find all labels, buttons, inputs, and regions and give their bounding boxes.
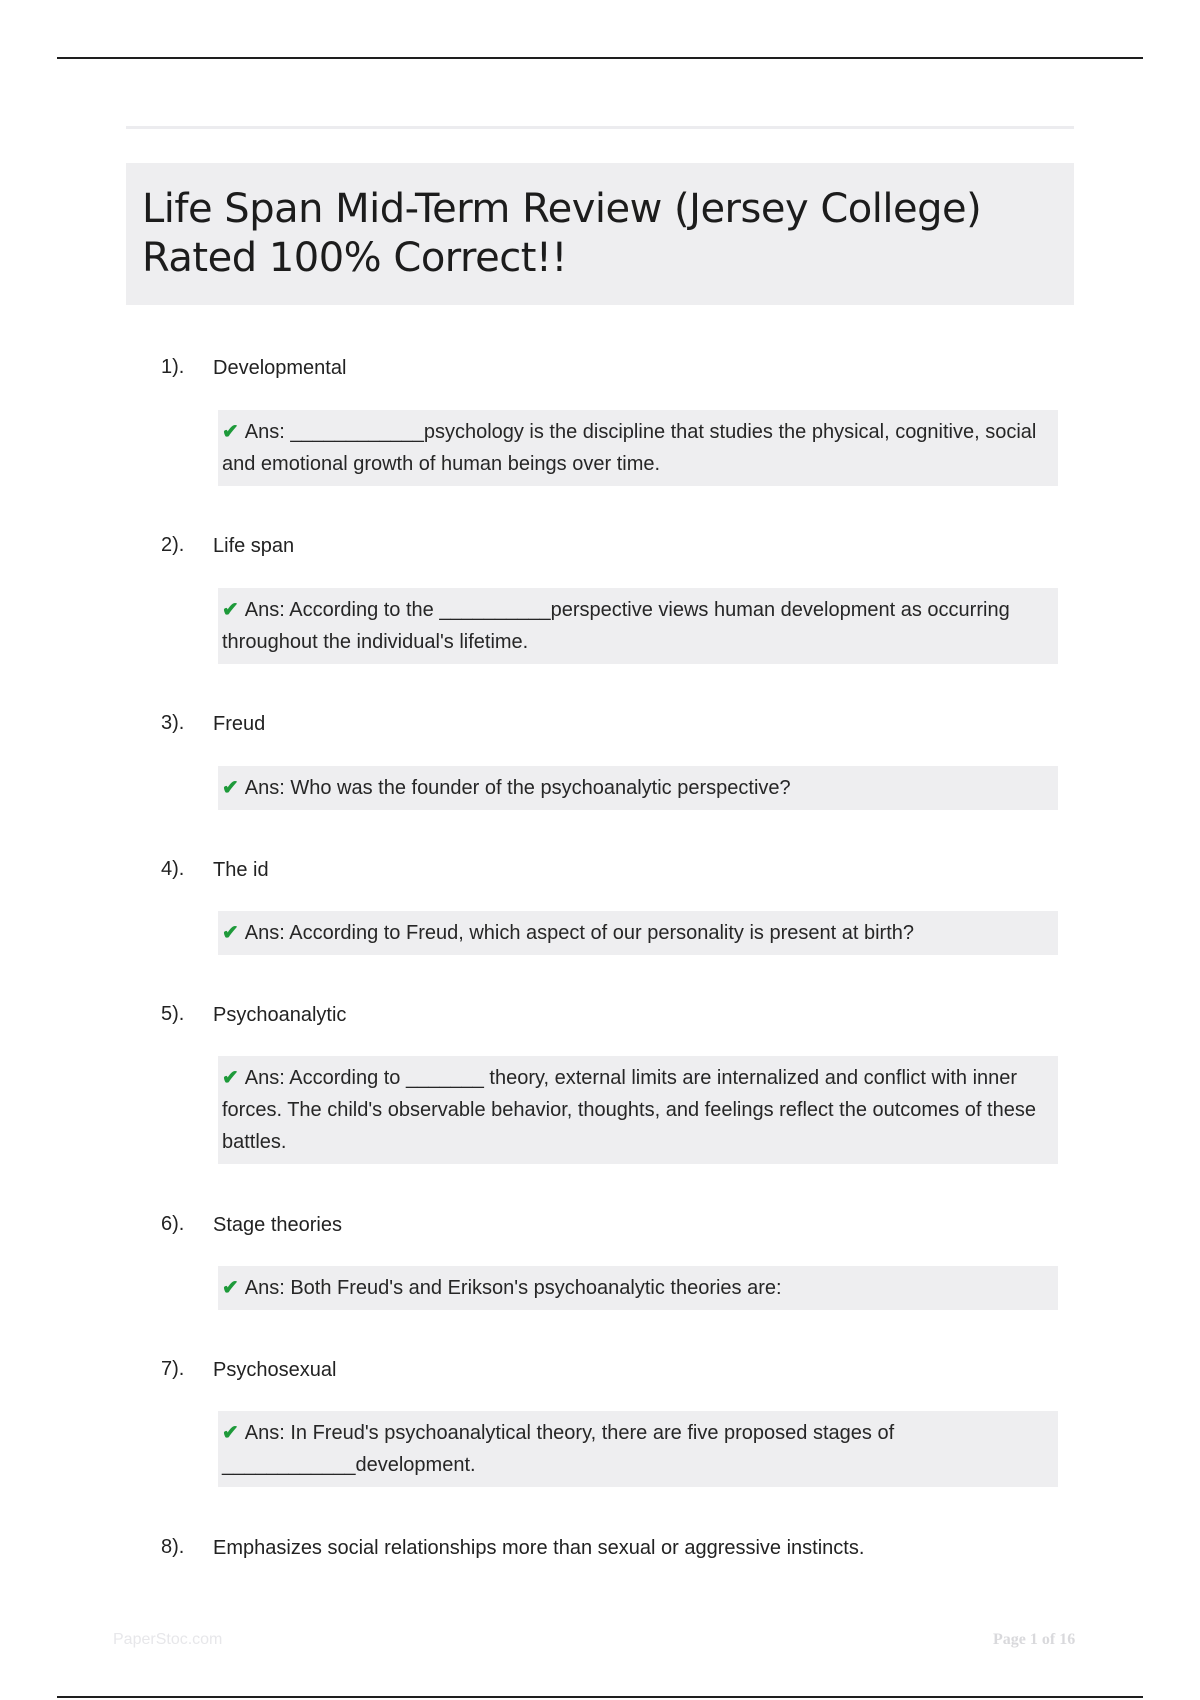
answer-box — [218, 1056, 1058, 1164]
answer-prefix: Ans: — [244, 421, 291, 443]
question-number: 6). — [161, 1213, 185, 1235]
title-box — [126, 163, 1074, 305]
answer-text: In Freud's psychoanalytical theory, there are five proposed stages of ____________development. — [222, 1422, 895, 1476]
checkmark-icon: ✔ — [222, 1067, 239, 1089]
answer-box — [218, 410, 1058, 486]
answer-box — [218, 766, 1058, 810]
page-number: Page 1 of 16 — [993, 1631, 1076, 1648]
question-term: Psychosexual — [213, 1359, 337, 1381]
answer-prefix: Ans: — [244, 1422, 291, 1444]
question-number: 3). — [161, 712, 185, 734]
question-term: The id — [213, 859, 269, 881]
answer-box — [218, 1266, 1058, 1310]
answer-box — [218, 911, 1058, 955]
checkmark-icon: ✔ — [222, 599, 239, 621]
bottom-rule — [57, 1696, 1143, 1698]
divider — [126, 126, 1074, 129]
question-term: Psychoanalytic — [213, 1004, 347, 1026]
answer-text: ____________psychology is the discipline that studies the physical, cognitive, social and emotional growth of human beings over time. — [222, 421, 1037, 475]
answer-prefix: Ans: — [244, 599, 290, 621]
answer-text: Both Freud's and Erikson's psychoanalytic theories are: — [290, 1277, 782, 1299]
question-number: 1). — [161, 356, 185, 378]
answer-prefix: Ans: — [244, 1277, 291, 1299]
checkmark-icon: ✔ — [222, 1422, 239, 1444]
question-number: 8). — [161, 1536, 185, 1558]
page-title-line-2: Rated 100% Correct!! — [142, 235, 567, 281]
answer-text: Who was the founder of the psychoanalytic perspective? — [290, 777, 791, 799]
checkmark-icon: ✔ — [222, 1277, 239, 1299]
answer-text: According to Freud, which aspect of our personality is present at birth? — [289, 922, 915, 944]
question-term: Stage theories — [213, 1214, 342, 1236]
checkmark-icon: ✔ — [222, 777, 239, 799]
answer-box — [218, 588, 1058, 664]
question-term: Emphasizes social relationships more than sexual or aggressive instincts. — [213, 1537, 865, 1559]
checkmark-icon: ✔ — [222, 922, 239, 944]
answer-box — [218, 1411, 1058, 1487]
answer-prefix: Ans: — [244, 777, 291, 799]
question-number: 4). — [161, 858, 185, 880]
footer-watermark: PaperStoc.com — [113, 1631, 223, 1648]
answer-text: According to _______ theory, external limits are internalized and conflict with inner forces. The child's observable behavior, thoughts, and feelings reflect the outcomes of these battles. — [222, 1067, 1036, 1153]
answer-prefix: Ans: — [244, 1067, 290, 1089]
checkmark-icon: ✔ — [222, 421, 239, 443]
question-term: Freud — [213, 713, 266, 735]
top-rule — [57, 57, 1143, 59]
question-number: 2). — [161, 534, 185, 556]
answer-text: According to the __________perspective views human development as occurring throughout the individual's lifetime. — [222, 599, 1010, 653]
question-number: 5). — [161, 1003, 185, 1025]
page-title-line-1: Life Span Mid-Term Review (Jersey College) — [142, 186, 982, 232]
answer-prefix: Ans: — [244, 922, 290, 944]
question-term: Developmental — [213, 357, 347, 379]
question-term: Life span — [213, 535, 295, 557]
question-number: 7). — [161, 1358, 185, 1380]
